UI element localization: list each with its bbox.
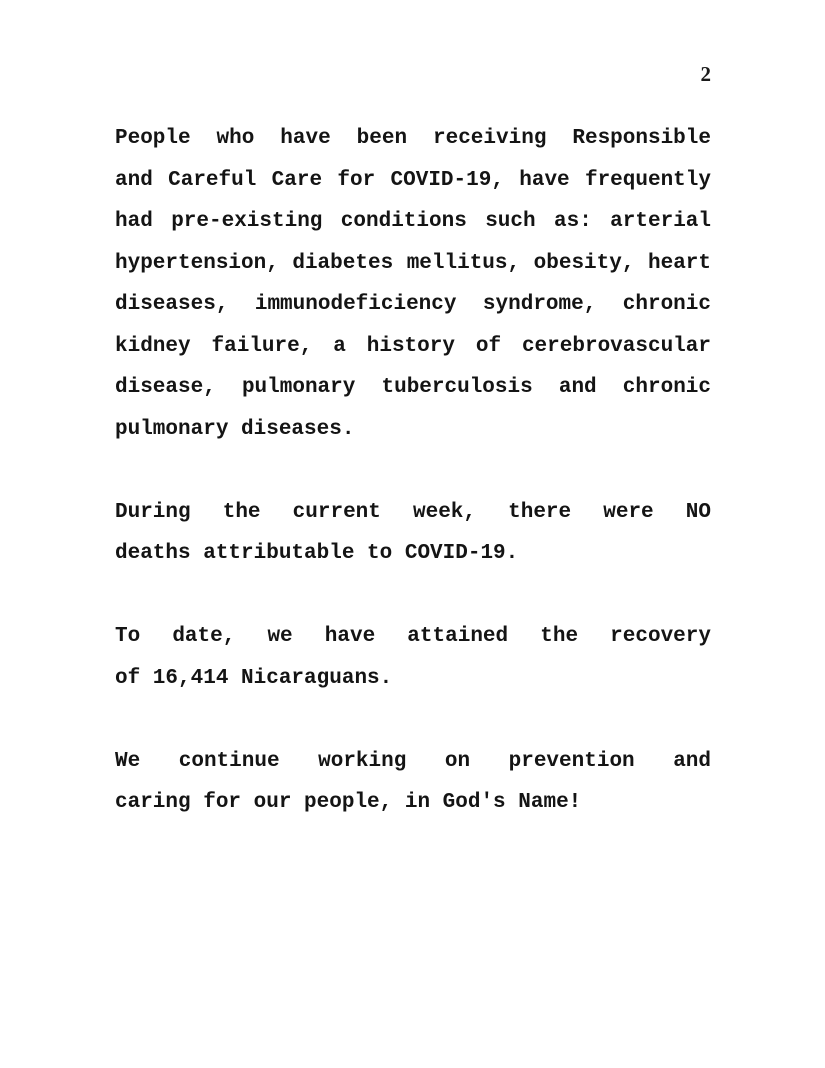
- text-line: had pre-existing conditions such as: arterial: [115, 210, 711, 233]
- text-line: disease, pulmonary tuberculosis and chronic: [115, 376, 711, 399]
- paragraph: [115, 741, 711, 824]
- text-line: of 16,414 Nicaraguans.: [115, 666, 393, 690]
- text-line: and Careful Care for COVID-19, have frequently: [115, 168, 711, 192]
- text-line: To date, we have attained the recovery: [115, 625, 711, 648]
- paragraph: [115, 492, 711, 575]
- text-line: People who have been receiving Responsible: [115, 127, 711, 150]
- text-line: pulmonary diseases.: [115, 417, 355, 441]
- text-line: caring for our people, in God's Name!: [115, 791, 582, 814]
- text-line: We continue working on prevention and: [115, 749, 711, 773]
- document-body: [115, 118, 711, 865]
- page-number: 2: [700, 62, 711, 86]
- text-line: diseases, immunodeficiency syndrome, chronic: [115, 293, 711, 316]
- text-line: hypertension, diabetes mellitus, obesity, heart: [115, 251, 711, 275]
- paragraph: [115, 616, 711, 699]
- text-line: During the current week, there were NO: [115, 500, 711, 524]
- text-line: deaths attributable to COVID-19.: [115, 542, 519, 565]
- paragraph: [115, 118, 711, 450]
- text-line: kidney failure, a history of cerebrovascular: [115, 334, 711, 358]
